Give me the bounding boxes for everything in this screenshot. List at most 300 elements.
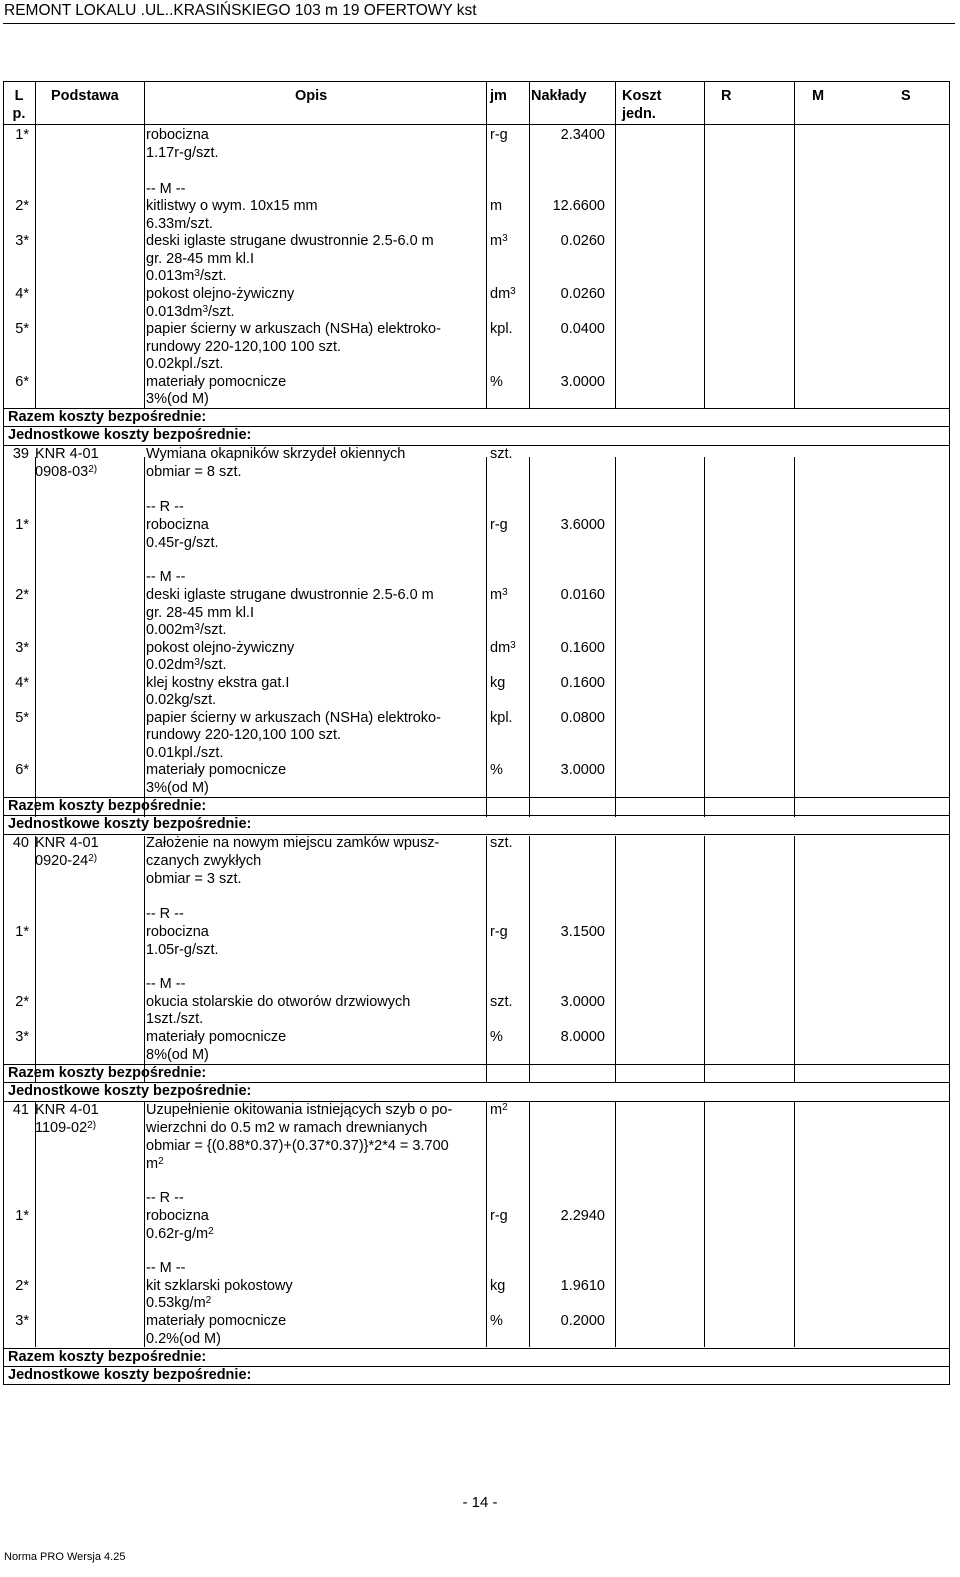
quantity-value-text: 0.0160: [560, 587, 605, 603]
item-number-text: 1*: [15, 517, 29, 533]
item-description: [146, 835, 439, 853]
header-column-rule: [794, 82, 795, 124]
item-number: [0, 587, 29, 605]
item-description: [146, 675, 289, 693]
header-koszt-line2: jedn.: [622, 106, 656, 122]
item-description: [146, 286, 294, 304]
column-rule: [144, 1101, 145, 1347]
item-description: [146, 145, 219, 163]
item-description-text: -- M --: [146, 181, 186, 197]
unit: [490, 1102, 508, 1120]
item-number-text: 6*: [15, 762, 29, 778]
quantity-value-text: 3.1500: [560, 924, 605, 940]
item-number-text: 2*: [15, 994, 29, 1010]
item-description: [146, 535, 219, 553]
item-description-text: 0.01kpl./szt.: [146, 745, 224, 761]
item-number-text: 4*: [15, 675, 29, 691]
column-rule: [486, 836, 487, 1082]
item-description-superscript: 3: [202, 304, 208, 315]
item-description: [146, 1278, 293, 1296]
item-description-text: -- M --: [146, 569, 186, 585]
header-column-rule: [704, 82, 705, 124]
quantity-value-text: 0.0800: [560, 710, 605, 726]
item-description-text: 1.17r-g/szt.: [146, 145, 219, 161]
item-description: [146, 1138, 449, 1156]
item-description-text: kitlistwy o wym. 10x15 mm: [146, 198, 318, 214]
item-description-text: 0.2%(od M): [146, 1331, 221, 1347]
item-description: [146, 853, 261, 871]
column-rule: [529, 836, 530, 1082]
item-description-text: gr. 28-45 mm kl.I: [146, 605, 254, 621]
item-description: [146, 268, 227, 286]
unit-text: r-g: [490, 127, 508, 143]
header-lp-line1: L: [14, 88, 24, 104]
item-description-suffix: /szt.: [199, 657, 227, 673]
column-rule: [144, 836, 145, 1082]
item-description: [146, 1331, 221, 1349]
item-number: [0, 1313, 29, 1331]
item-number: [0, 1278, 29, 1296]
header-naklady: Nakłady: [531, 88, 587, 104]
header-m: M: [812, 88, 825, 104]
unit-text: szt.: [490, 835, 513, 851]
quantity-value: [485, 374, 605, 392]
item-description-text: obmiar = 3 szt.: [146, 871, 242, 887]
quantity-value: [485, 1029, 605, 1047]
item-description-text: materiały pomocnicze: [146, 1313, 287, 1329]
title-underline: [3, 23, 955, 24]
item-description: [146, 1295, 211, 1313]
quantity-value-text: 0.1600: [560, 675, 605, 691]
header-separator: [4, 124, 949, 125]
quantity-value-text: 0.0260: [560, 233, 605, 249]
unit-text: m: [490, 1102, 503, 1118]
quantity-value-text: 3.0000: [560, 762, 605, 778]
item-description-text: -- M --: [146, 1260, 186, 1276]
item-description-text: 0.62r-g/m: [146, 1226, 209, 1242]
quantity-value-text: 3.0000: [560, 374, 605, 390]
unit-text: dm: [490, 286, 511, 302]
quantity-value: [485, 1313, 605, 1331]
item-description-text: Wymiana okapników skrzydeł okiennych: [146, 446, 406, 462]
summary-label: [8, 798, 206, 816]
column-rule: [615, 457, 616, 817]
item-number: [0, 321, 29, 339]
quantity-value-text: 2.2940: [560, 1208, 605, 1224]
item-description: [146, 321, 441, 339]
unit-text: m: [490, 233, 503, 249]
item-description: [146, 1047, 209, 1065]
base-code: [35, 853, 97, 871]
item-description: [146, 1208, 209, 1226]
item-number-text: 5*: [15, 710, 29, 726]
item-description: [146, 1226, 214, 1244]
summary-label-text: Razem koszty bezpośrednie:: [8, 798, 207, 814]
item-description-text: klej kostny ekstra gat.I: [146, 675, 290, 691]
quantity-value: [485, 127, 605, 145]
unit-superscript: 3: [510, 640, 516, 651]
header-r: R: [721, 88, 732, 104]
item-number-text: 1*: [15, 1208, 29, 1224]
item-description: [146, 727, 341, 745]
column-rule: [615, 124, 616, 406]
item-description: [146, 640, 294, 658]
item-description: [146, 374, 286, 392]
item-description: [146, 587, 434, 605]
item-description-text: gr. 28-45 mm kl.I: [146, 251, 254, 267]
quantity-value-text: 0.0260: [560, 286, 605, 302]
header-s: S: [901, 88, 911, 104]
unit-text: m: [490, 198, 503, 214]
item-description-text: -- M --: [146, 976, 186, 992]
item-description-text: m: [146, 1156, 159, 1172]
item-description: [146, 251, 254, 269]
quantity-value: [485, 233, 605, 251]
software-footer: Norma PRO Wersja 4.25: [4, 1551, 126, 1563]
base-code-text: 0908-03: [35, 464, 89, 480]
column-rule: [144, 457, 145, 817]
item-description: [146, 1120, 427, 1138]
quantity-value-text: 1.9610: [560, 1278, 605, 1294]
page-number: - 14 -: [462, 1494, 498, 1511]
quantity-value: [485, 517, 605, 535]
base-code-text: 1109-02: [35, 1120, 88, 1136]
item-description-text: 3%(od M): [146, 780, 209, 796]
item-description: [146, 692, 216, 710]
item-description-text: -- R --: [146, 1190, 184, 1206]
item-number: [0, 127, 29, 145]
summary-label-text: Razem koszty bezpośrednie:: [8, 1065, 207, 1081]
item-number-text: 2*: [15, 587, 29, 603]
item-description-text: obmiar = {(0.88*0.37)+(0.37*0.37)}*2*4 = 3.700: [146, 1138, 449, 1154]
header-opis: Opis: [295, 88, 328, 104]
header-lp-line2: p.: [12, 106, 26, 122]
item-number-text: 39: [12, 446, 29, 462]
item-number: [0, 762, 29, 780]
item-description: [146, 1011, 203, 1029]
item-description: [146, 657, 227, 675]
quantity-value: [485, 1278, 605, 1296]
item-number: [0, 374, 29, 392]
item-description: [146, 464, 242, 482]
item-description-text: rundowy 220-120,100 100 szt.: [146, 339, 342, 355]
unit-text: m: [490, 587, 503, 603]
column-rule: [794, 124, 795, 406]
item-description-text: deski iglaste strugane dwustronnie 2.5-6.0 m: [146, 587, 434, 603]
item-description-text: czanych zwykłych: [146, 853, 262, 869]
column-rule: [794, 1101, 795, 1347]
header-column-rule: [615, 82, 616, 124]
item-number: [0, 675, 29, 693]
header-koszt-line1: Koszt: [622, 88, 662, 104]
unit-superscript: 3: [502, 587, 508, 598]
item-description: [146, 1156, 164, 1174]
item-description-text: obmiar = 8 szt.: [146, 464, 242, 480]
item-description-text: 0.02kg/szt.: [146, 692, 217, 708]
base-code: [35, 464, 97, 482]
unit-superscript: 3: [502, 233, 508, 244]
item-description: [146, 446, 405, 464]
unit-text: kg: [490, 675, 506, 691]
unit-text: %: [490, 1313, 503, 1329]
item-number: [0, 710, 29, 728]
item-description-text: 0.002m: [146, 622, 195, 638]
item-description-text: robocizna: [146, 127, 209, 143]
unit-text: szt.: [490, 446, 513, 462]
item-number-text: 3*: [15, 233, 29, 249]
item-description: [146, 127, 209, 145]
quantity-value-text: 3.6000: [560, 517, 605, 533]
quantity-value-text: 8.0000: [560, 1029, 605, 1045]
item-description: [146, 924, 209, 942]
unit-text: r-g: [490, 924, 508, 940]
unit-text: r-g: [490, 1208, 508, 1224]
item-number-text: 4*: [15, 286, 29, 302]
item-number: [0, 286, 29, 304]
item-description-text: materiały pomocnicze: [146, 1029, 287, 1045]
column-rule: [704, 1101, 705, 1347]
item-description-text: papier ścierny w arkuszach (NSHa) elektroko-: [146, 710, 441, 726]
column-rule: [144, 124, 145, 406]
unit-text: %: [490, 1029, 503, 1045]
quantity-value-text: 3.0000: [560, 994, 605, 1010]
item-description-text: materiały pomocnicze: [146, 374, 287, 390]
item-description: [146, 304, 235, 322]
item-description-text: robocizna: [146, 517, 209, 533]
quantity-value-text: 0.0400: [560, 321, 605, 337]
quantity-value: [485, 994, 605, 1012]
column-rule: [486, 124, 487, 406]
item-description-superscript: 2: [205, 1295, 212, 1306]
item-description: [146, 1029, 286, 1047]
item-description: [146, 605, 254, 623]
base-code-text: KNR 4-01: [35, 1102, 99, 1118]
summary-label-text: Razem koszty bezpośrednie:: [8, 409, 207, 425]
unit-text: kpl.: [490, 321, 513, 337]
quantity-value: [485, 321, 605, 339]
item-number-text: 5*: [15, 321, 29, 337]
item-description-suffix: /szt.: [199, 268, 227, 284]
unit-superscript: 3: [510, 286, 516, 297]
item-number: [0, 924, 29, 942]
summary-label-text: Razem koszty bezpośrednie:: [8, 1349, 207, 1365]
summary-label: [8, 427, 251, 445]
item-description-text: deski iglaste strugane dwustronnie 2.5-6.0 m: [146, 233, 434, 249]
item-number: [0, 640, 29, 658]
item-description: [146, 1190, 184, 1208]
unit-text: szt.: [490, 994, 513, 1010]
item-description-text: Założenie na nowym miejscu zamków wpusz-: [146, 835, 440, 851]
quantity-value: [485, 924, 605, 942]
summary-label: [8, 1065, 206, 1083]
item-description: [146, 391, 209, 409]
summary-label-text: Jednostkowe koszty bezpośrednie:: [8, 1083, 252, 1099]
unit-text: kpl.: [490, 710, 513, 726]
item-description-text: 8%(od M): [146, 1047, 209, 1063]
base-code: [35, 835, 99, 853]
item-number-text: 41: [12, 1102, 29, 1118]
base-code-superscript: 2): [88, 853, 98, 864]
item-description: [146, 906, 184, 924]
item-description: [146, 871, 242, 889]
item-description-suffix: /szt.: [208, 304, 235, 320]
item-description: [146, 499, 184, 517]
column-rule: [529, 457, 530, 817]
item-number-text: 3*: [15, 1029, 29, 1045]
unit-text: kg: [490, 1278, 506, 1294]
column-rule: [704, 124, 705, 406]
header-column-rule: [529, 82, 530, 124]
item-description-text: wierzchni do 0.5 m2 w ramach drewnianych: [146, 1120, 428, 1136]
item-description-text: pokost olejno-żywiczny: [146, 286, 295, 302]
column-rule: [529, 1101, 530, 1347]
quantity-value-text: 0.2000: [560, 1313, 605, 1329]
column-rule: [704, 836, 705, 1082]
item-number: [0, 517, 29, 535]
summary-label-text: Jednostkowe koszty bezpośrednie:: [8, 427, 252, 443]
item-description: [146, 1260, 185, 1278]
column-rule: [529, 124, 530, 406]
item-description-text: 1.05r-g/szt.: [146, 942, 219, 958]
unit: [490, 835, 513, 853]
item-number: [0, 835, 29, 853]
item-number: [0, 1102, 29, 1120]
base-code-superscript: 2): [88, 464, 98, 475]
item-number-text: 2*: [15, 1278, 29, 1294]
summary-label: [8, 1367, 251, 1385]
item-number: [0, 198, 29, 216]
item-description-superscript: 2: [158, 1156, 164, 1167]
header-podstawa: Podstawa: [51, 88, 119, 104]
item-description-text: 0.02kpl./szt.: [146, 356, 224, 372]
quantity-value-text: 12.6600: [552, 198, 605, 214]
summary-label: [8, 1349, 206, 1367]
unit: [490, 446, 513, 464]
item-description: [146, 710, 441, 728]
quantity-value: [485, 1208, 605, 1226]
unit-superscript: 2: [502, 1102, 508, 1113]
item-number: [0, 994, 29, 1012]
column-rule: [794, 457, 795, 817]
base-code-text: KNR 4-01: [35, 446, 99, 462]
item-description-text: -- R --: [146, 499, 184, 515]
column-rule: [35, 124, 36, 406]
item-description: [146, 942, 219, 960]
summary-label: [8, 1083, 251, 1101]
item-number: [0, 1029, 29, 1047]
item-description-text: 0.53kg/m: [146, 1295, 206, 1311]
item-description-text: pokost olejno-żywiczny: [146, 640, 295, 656]
item-description-superscript: 3: [194, 268, 200, 279]
item-number: [0, 446, 29, 464]
item-number-text: 1*: [15, 924, 29, 940]
base-code-text: KNR 4-01: [35, 835, 99, 851]
item-description-superscript: 2: [208, 1226, 214, 1237]
document-title: REMONT LOKALU .UL..KRASIŃSKIEGO 103 m 19 OFERTOWY kst: [4, 2, 477, 19]
summary-label: [8, 816, 251, 834]
item-description-text: 0.013m: [146, 268, 195, 284]
base-code-superscript: 2): [87, 1120, 97, 1131]
item-description: [146, 198, 318, 216]
item-description-text: robocizna: [146, 1208, 209, 1224]
item-description-superscript: 3: [194, 657, 200, 668]
item-number-text: 6*: [15, 374, 29, 390]
item-description-text: 0.013dm: [146, 304, 203, 320]
summary-label-text: Jednostkowe koszty bezpośrednie:: [8, 816, 252, 832]
item-number-text: 3*: [15, 640, 29, 656]
item-description: [146, 976, 185, 994]
item-description-text: 0.02dm: [146, 657, 195, 673]
header-column-rule: [486, 82, 487, 124]
column-rule: [486, 457, 487, 817]
item-description-text: 0.45r-g/szt.: [146, 535, 219, 551]
item-description-text: 6.33m/szt.: [146, 216, 213, 232]
item-number: [0, 1208, 29, 1226]
summary-label: [8, 409, 206, 427]
cost-table: [3, 81, 950, 1385]
unit-text: r-g: [490, 517, 508, 533]
item-description-text: rundowy 220-120,100 100 szt.: [146, 727, 342, 743]
item-number-text: 40: [12, 835, 29, 851]
item-description: [146, 216, 213, 234]
quantity-value: [485, 710, 605, 728]
column-rule: [615, 1101, 616, 1347]
item-description-suffix: /szt.: [199, 622, 227, 638]
base-code-text: 0920-24: [35, 853, 89, 869]
column-rule: [704, 457, 705, 817]
item-description-text: 3%(od M): [146, 391, 209, 407]
column-rule: [794, 836, 795, 1082]
quantity-value-text: 0.1600: [560, 640, 605, 656]
quantity-value: [485, 587, 605, 605]
item-description-text: -- R --: [146, 906, 184, 922]
column-rule: [486, 1101, 487, 1347]
item-number: [0, 233, 29, 251]
item-description-text: okucia stolarskie do otworów drzwiowych: [146, 994, 411, 1010]
item-description-text: robocizna: [146, 924, 209, 940]
base-code: [35, 1120, 96, 1138]
item-description: [146, 994, 410, 1012]
column-rule: [35, 836, 36, 1082]
header-jm: jm: [490, 88, 507, 104]
item-description-text: materiały pomocnicze: [146, 762, 287, 778]
base-code: [35, 1102, 99, 1120]
column-rule: [35, 457, 36, 817]
header-column-rule: [35, 82, 36, 124]
item-description: [146, 762, 286, 780]
column-rule: [615, 836, 616, 1082]
header-column-rule: [144, 82, 145, 124]
item-description: [146, 1313, 286, 1331]
quantity-value: [485, 198, 605, 216]
base-code: [35, 446, 99, 464]
item-description: [146, 181, 185, 199]
item-description-text: kit szklarski pokostowy: [146, 1278, 293, 1294]
item-description: [146, 356, 223, 374]
item-number-text: 1*: [15, 127, 29, 143]
summary-label-text: Jednostkowe koszty bezpośrednie:: [8, 1367, 252, 1383]
quantity-value: [485, 675, 605, 693]
item-description: [146, 745, 223, 763]
item-number-text: 3*: [15, 1313, 29, 1329]
item-description: [146, 780, 209, 798]
item-description: [146, 569, 185, 587]
unit-text: %: [490, 762, 503, 778]
quantity-value-text: 2.3400: [560, 127, 605, 143]
item-description: [146, 233, 434, 251]
quantity-value: [485, 762, 605, 780]
unit-text: %: [490, 374, 503, 390]
